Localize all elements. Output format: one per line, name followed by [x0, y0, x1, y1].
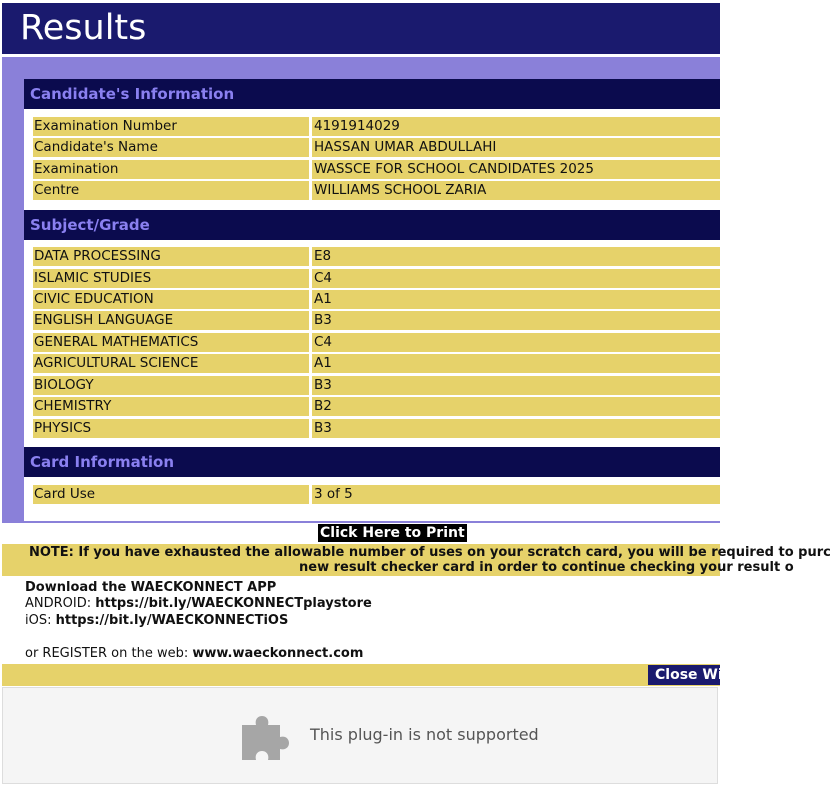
card-info-heading: Card Information: [24, 447, 720, 477]
row-label: Centre: [33, 181, 309, 200]
subject-grade: A1: [312, 354, 720, 373]
ios-label: iOS:: [25, 613, 56, 628]
table-row: [33, 290, 720, 309]
subject-grade: B3: [312, 376, 720, 395]
table-row: [33, 138, 720, 157]
row-value: WILLIAMS SCHOOL ZARIA: [312, 181, 720, 200]
subject-name: CHEMISTRY: [33, 397, 309, 416]
register-line: [25, 646, 363, 661]
table-row: [33, 419, 720, 438]
plugin-message: This plug-in is not supported: [310, 725, 539, 744]
android-label: ANDROID:: [25, 596, 96, 611]
ios-line: [25, 613, 288, 628]
table-row: [33, 311, 720, 330]
subject-name: AGRICULTURAL SCIENCE: [33, 354, 309, 373]
subject-name: DATA PROCESSING: [33, 247, 309, 266]
page-title: Results: [20, 8, 147, 48]
note-text-line-1: NOTE: If you have exhausted the allowable number of uses on your scratch card, you will be required to purc: [29, 545, 831, 560]
card-use-value: 3 of 5: [312, 485, 720, 504]
table-row: [33, 117, 720, 136]
app-download-title: Download the WAECKONNECT APP: [25, 580, 277, 595]
table-row: [33, 397, 720, 416]
subject-grade: B2: [312, 397, 720, 416]
subject-name: GENERAL MATHEMATICS: [33, 333, 309, 352]
subject-grade: A1: [312, 290, 720, 309]
print-button[interactable]: Click Here to Print: [320, 525, 465, 541]
table-row: [33, 376, 720, 395]
register-label: or REGISTER on the web:: [25, 646, 193, 661]
subject-grade: E8: [312, 247, 720, 266]
row-label: Card Use: [33, 485, 309, 504]
ios-link[interactable]: https://bit.ly/WAECKONNECTiOS: [55, 613, 289, 628]
table-row: [33, 269, 720, 288]
row-value: WASSCE FOR SCHOOL CANDIDATES 2025: [312, 160, 720, 179]
note-text-line-2: new result checker card in order to continue checking your result o: [299, 560, 794, 575]
row-value: HASSAN UMAR ABDULLAHI: [312, 138, 720, 157]
subject-name: PHYSICS: [33, 419, 309, 438]
candidate-info-heading: Candidate's Information: [24, 79, 720, 109]
subject-grade-heading: Subject/Grade: [24, 210, 720, 240]
subject-name: BIOLOGY: [33, 376, 309, 395]
subject-grade: B3: [312, 311, 720, 330]
table-row: [33, 485, 720, 504]
row-label: Candidate's Name: [33, 138, 309, 157]
puzzle-piece-icon: [240, 708, 292, 760]
table-row: [33, 354, 720, 373]
row-value: 4191914029: [312, 117, 720, 136]
subject-name: CIVIC EDUCATION: [33, 290, 309, 309]
register-link[interactable]: www.waeckonnect.com: [192, 646, 364, 661]
subject-name: ISLAMIC STUDIES: [33, 269, 309, 288]
row-label: Examination Number: [33, 117, 309, 136]
subject-grade: B3: [312, 419, 720, 438]
android-link[interactable]: https://bit.ly/WAECKONNECTplaystore: [95, 596, 372, 611]
close-window-button[interactable]: Close Win: [648, 665, 720, 685]
table-row: [33, 333, 720, 352]
close-bar: [2, 664, 720, 686]
subject-name: ENGLISH LANGUAGE: [33, 311, 309, 330]
row-label: Examination: [33, 160, 309, 179]
subject-grade: C4: [312, 269, 720, 288]
table-row: [33, 160, 720, 179]
android-line: [25, 596, 372, 611]
table-row: [33, 181, 720, 200]
table-row: [33, 247, 720, 266]
subject-grade: C4: [312, 333, 720, 352]
